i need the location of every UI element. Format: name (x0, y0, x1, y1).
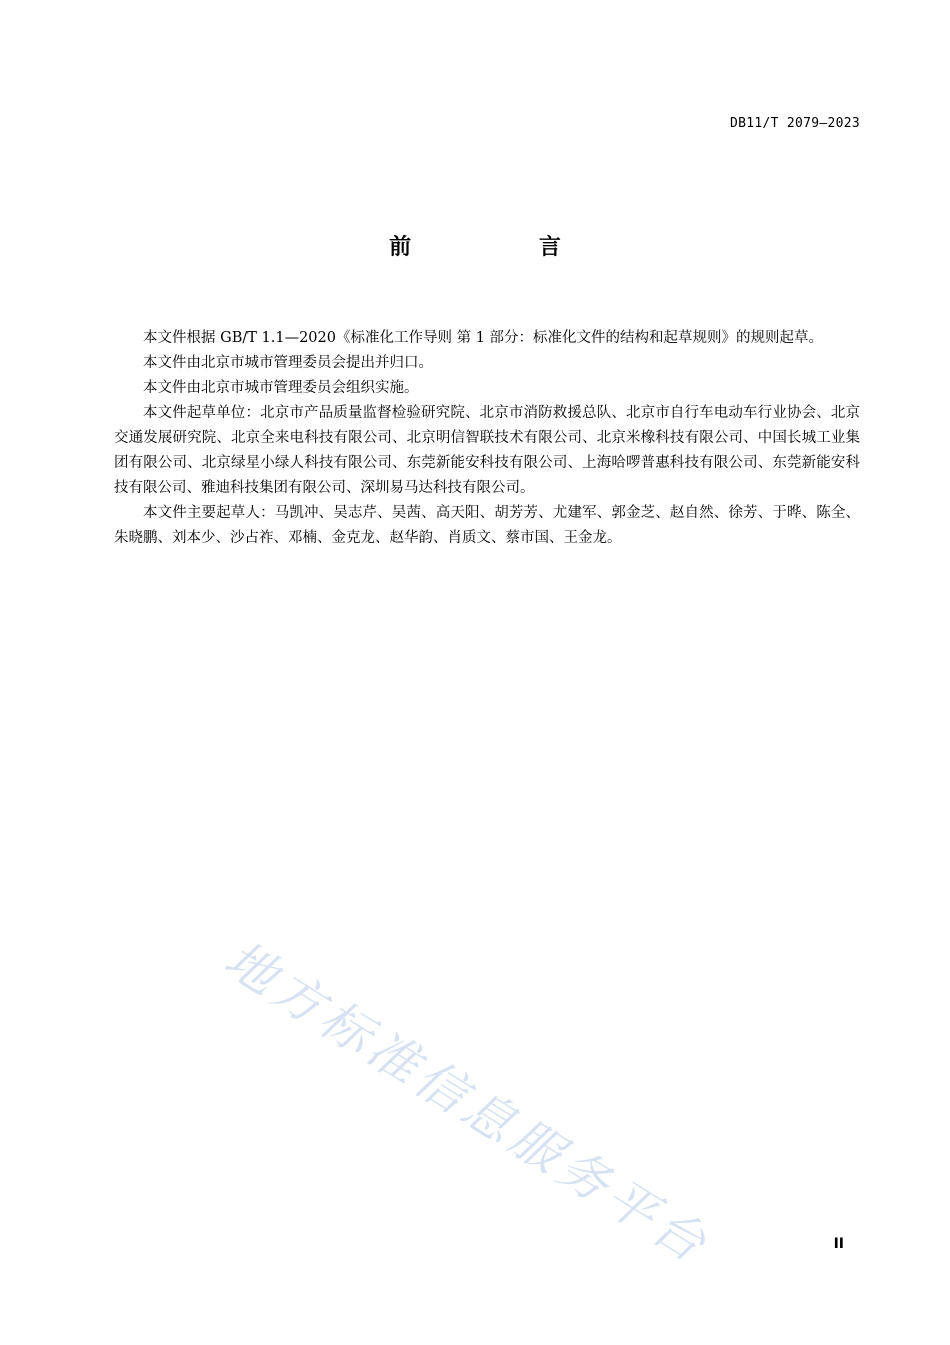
document-code: DB11/T 2079—2023 (729, 116, 860, 131)
paragraph-main-drafters: 本文件主要起草人：马凯冲、吴志芹、吴茜、高天阳、胡芳芳、尤建军、郭金芝、赵自然、徐芳、于晔、陈全、朱晓鹏、刘本少、沙占祚、邓楠、金克龙、赵华韵、肖质文、蔡市国、王金龙。 (114, 505, 860, 546)
page-title: 前 言 (389, 235, 621, 260)
paragraph-proposed-by: 本文件由北京市城市管理委员会提出并归口。 (143, 355, 433, 371)
paragraph-implemented-by: 本文件由北京市城市管理委员会组织实施。 (143, 380, 419, 396)
watermark: 地方标准信息服务平台 (214, 929, 721, 1276)
page-number: II (833, 1236, 844, 1252)
paragraph-drafting-rules: 本文件根据 GB/T 1.1—2020《标准化工作导则 第 1 部分：标准化文件的结构和起草规则》的规则起草。 (143, 330, 824, 346)
preface-body (114, 326, 860, 551)
paragraph-drafting-units: 本文件起草单位：北京市产品质量监督检验研究院、北京市消防救援总队、北京市自行车电动车行业协会、北京交通发展研究院、北京全来电科技有限公司、北京明信智联技术有限公司、北京米橡科技有限公司、中国长城工业集团有限公司、北京绿星小绿人科技有限公司、东莞新能安科技有限公司、上海哈啰普惠科技有限公司、东莞新能安科技有限公司、雅迪科技集团有限公司、深圳易马达科技有限公司。 (114, 405, 860, 496)
